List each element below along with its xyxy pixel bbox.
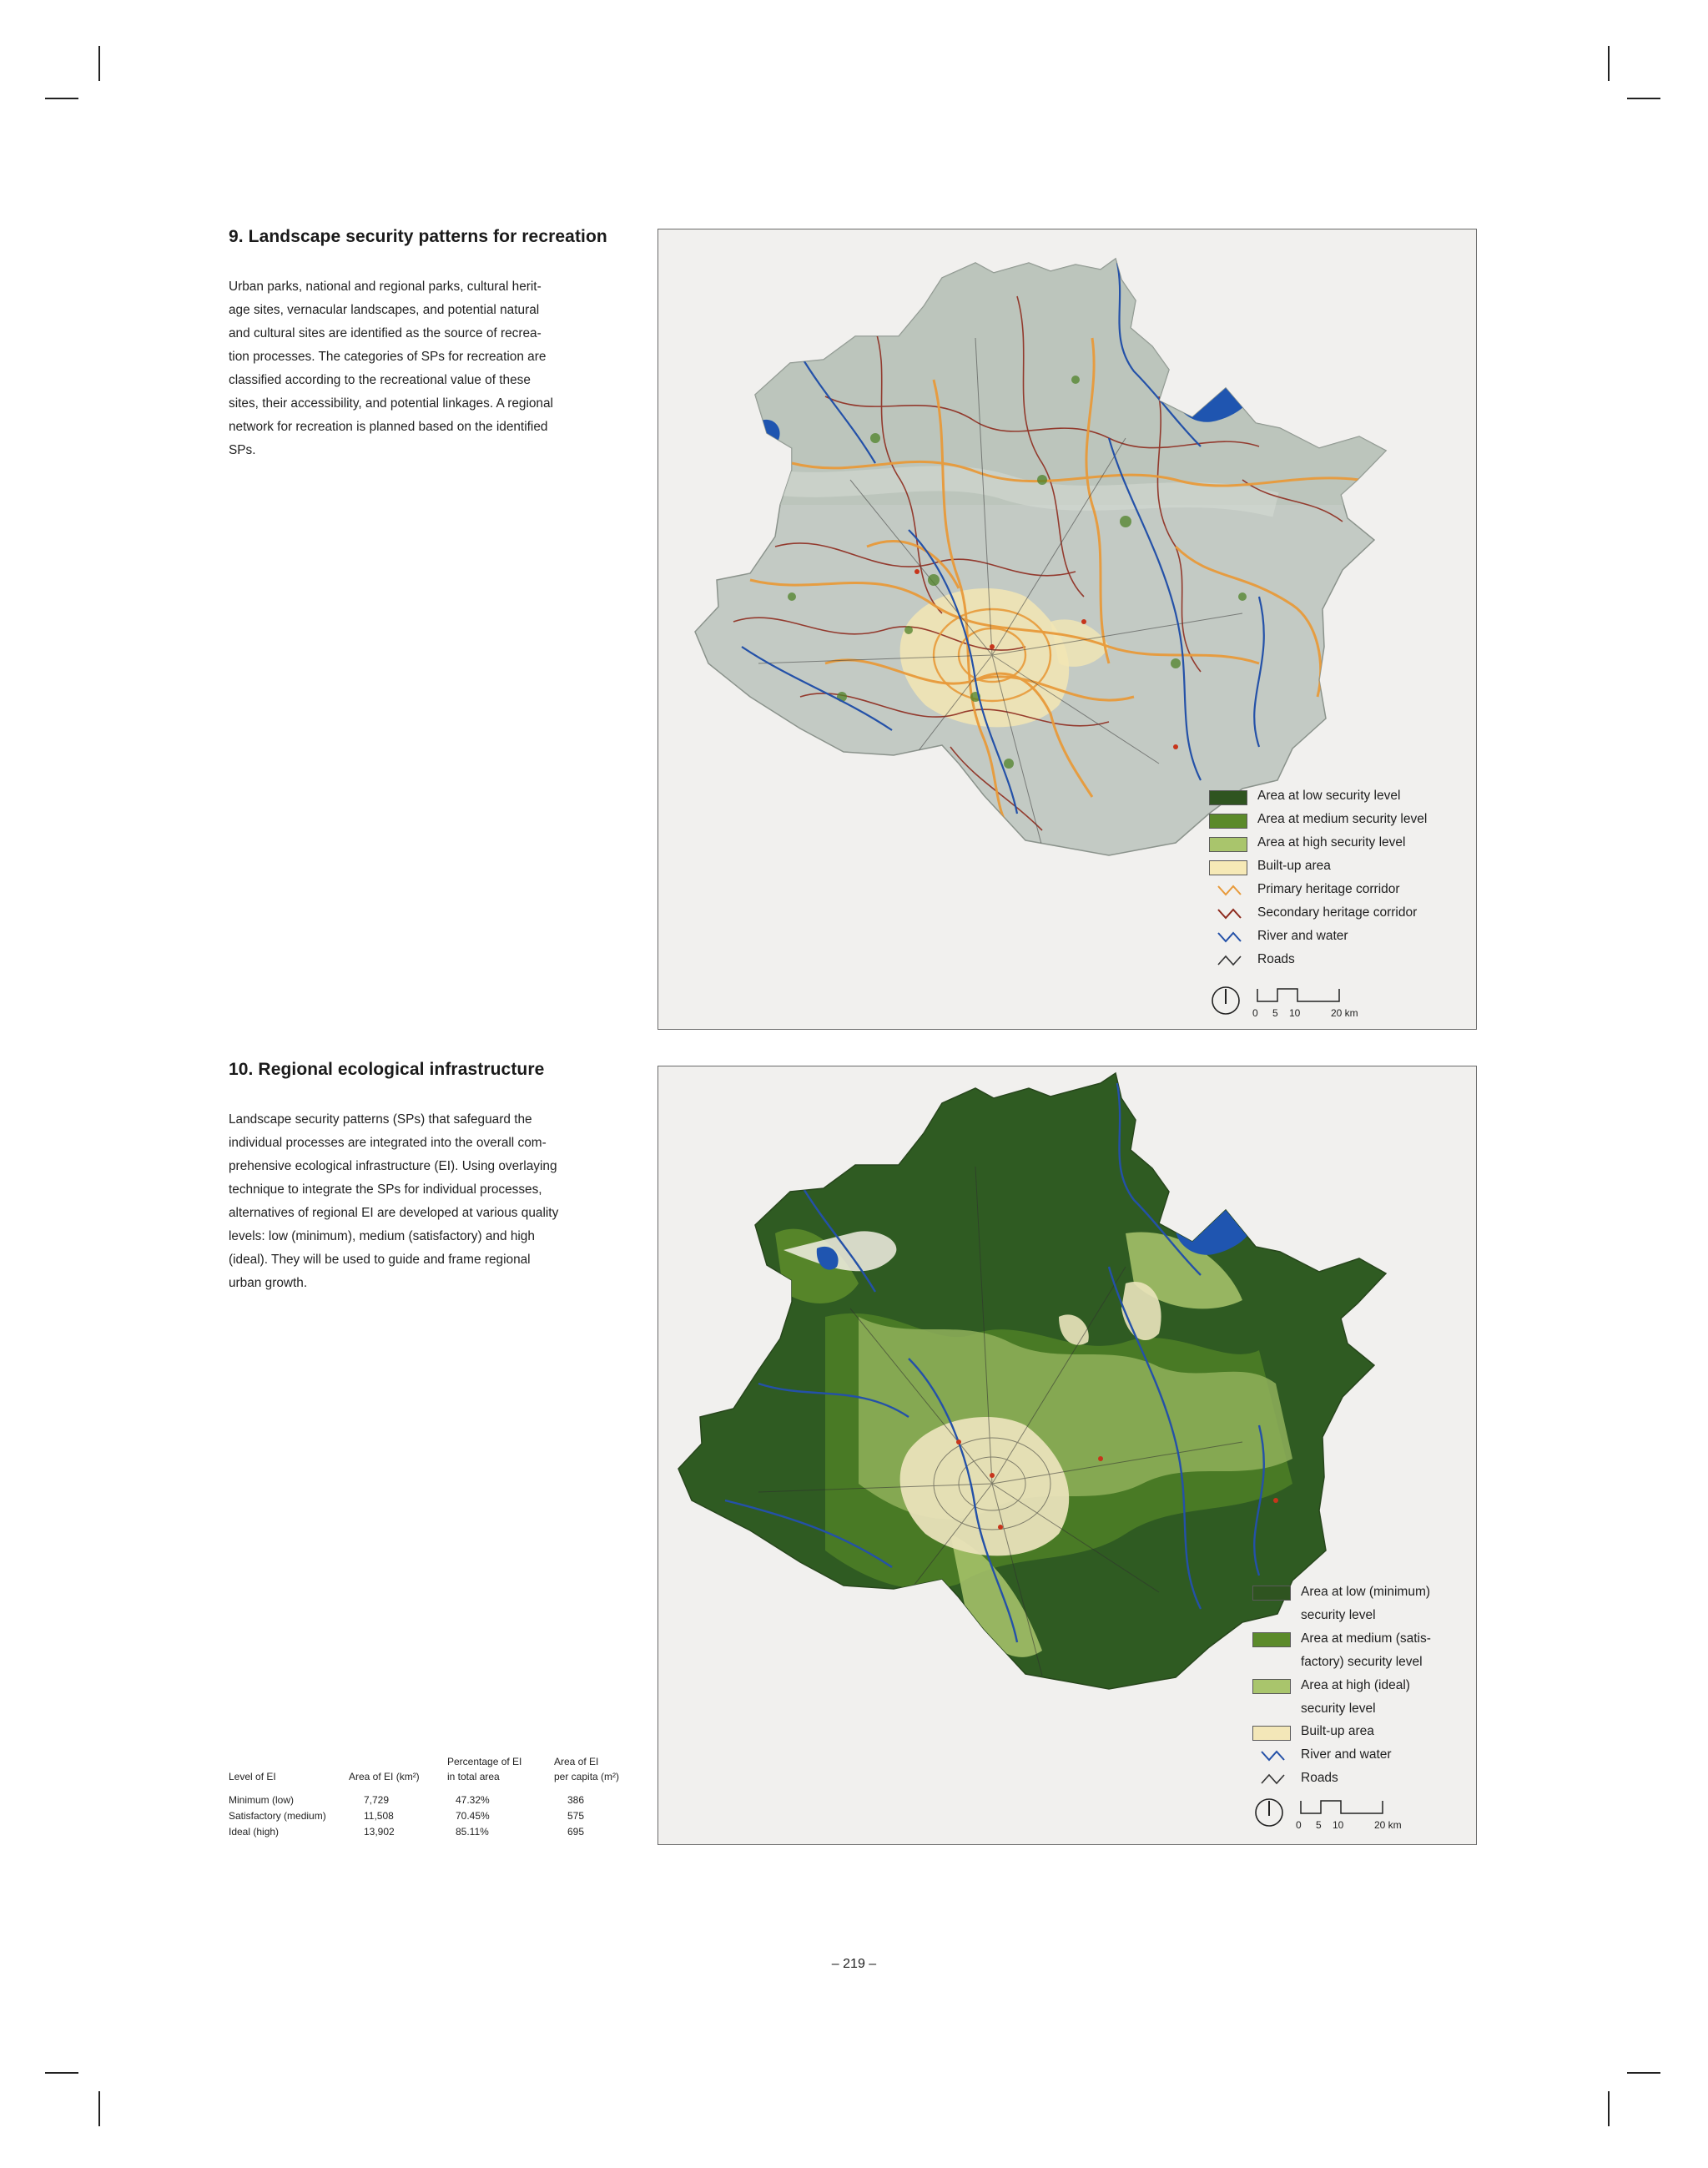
legend-label-line: security level [1301, 1608, 1376, 1622]
river-line-icon [1261, 1749, 1286, 1762]
crop-mark [45, 98, 78, 99]
legend-label: Roads [1301, 1771, 1338, 1785]
table-cell: 13,902 [364, 1826, 395, 1838]
legend-label-line: Area at high (ideal) [1301, 1678, 1410, 1692]
column-header-line: Percentage of EI [447, 1756, 522, 1767]
body-line: and cultural sites are identified as the source of recrea- [229, 326, 542, 340]
river-line-icon [1217, 930, 1242, 944]
legend-label: Area at high security level [1257, 835, 1406, 850]
legend-label: Area at medium security level [1257, 812, 1428, 826]
primary-corridor-line-icon [1217, 884, 1242, 897]
scale-bar-icon [1299, 1799, 1391, 1816]
table-cell: 70.45% [456, 1810, 490, 1822]
recreation-map [658, 229, 1477, 1030]
crop-mark [1608, 46, 1610, 81]
legend-swatch-medium [1252, 1632, 1291, 1647]
scale-tick: 10 [1333, 1819, 1344, 1831]
column-header-line: Area of EI (km²) [349, 1771, 420, 1782]
legend-label: Primary heritage corridor [1257, 882, 1400, 896]
column-header [349, 1754, 447, 1792]
legend-label-line: security level [1301, 1702, 1376, 1716]
body-line: SPs. [229, 443, 256, 457]
scale-tick: 20 km [1331, 1007, 1358, 1019]
table-cell: 47.32% [456, 1794, 490, 1806]
table-cell: 695 [567, 1826, 585, 1838]
legend-swatch-medium [1209, 814, 1247, 829]
table-row [229, 1792, 646, 1808]
body-line: Landscape security patterns (SPs) that safeguard the [229, 1112, 532, 1127]
scale-bar-icon [1256, 987, 1348, 1004]
crop-mark [1627, 2072, 1660, 2074]
body-line: network for recreation is planned based on the identified [229, 420, 548, 434]
legend-label-line: factory) security level [1301, 1655, 1423, 1669]
body-line: age sites, vernacular landscapes, and potential natural [229, 303, 540, 317]
scale-tick: 10 [1289, 1007, 1301, 1019]
body-line: prehensive ecological infrastructure (EI). Using overlaying [229, 1159, 557, 1173]
legend-swatch-low [1209, 790, 1247, 805]
table-cell: 7,729 [364, 1794, 390, 1806]
north-arrow-icon [1254, 1797, 1284, 1828]
column-header-line: Level of EI [229, 1771, 276, 1782]
legend-label [1301, 1627, 1431, 1674]
legend-label [1301, 1581, 1430, 1627]
column-header-line: Area of EI [554, 1756, 599, 1767]
body-line: individual processes are integrated into the overall com- [229, 1136, 547, 1150]
body-line: alternatives of regional EI are developed at various quality [229, 1206, 559, 1220]
legend-swatch-built-up [1209, 860, 1247, 875]
body-line: tion processes. The categories of SPs for recreation are [229, 350, 547, 364]
section-10-body [229, 1108, 629, 1295]
table-cell: Ideal (high) [229, 1826, 280, 1838]
legend-label: River and water [1301, 1747, 1392, 1762]
body-line: (ideal). They will be used to guide and frame regional [229, 1253, 531, 1267]
ecological-infrastructure-map [658, 1066, 1477, 1845]
ei-levels-table [229, 1754, 646, 1840]
legend-swatch-low [1252, 1586, 1291, 1601]
legend-swatch-built-up [1252, 1726, 1291, 1741]
legend-label: Area at low security level [1257, 789, 1401, 803]
column-header [554, 1754, 646, 1792]
ei-map-legend [1252, 1586, 1469, 1786]
column-header [447, 1754, 554, 1792]
table-cell: 575 [567, 1810, 585, 1822]
legend-swatch-high [1209, 837, 1247, 852]
legend-label-line: Area at medium (satis- [1301, 1631, 1431, 1646]
secondary-corridor-line-icon [1217, 907, 1242, 920]
table-cell: 11,508 [364, 1810, 394, 1822]
table-cell: 386 [567, 1794, 585, 1806]
column-header-line: per capita (m²) [554, 1771, 620, 1782]
scale-ticks [1296, 1819, 1404, 1833]
table-cell: 85.11% [456, 1826, 489, 1838]
scale-ticks [1252, 1007, 1361, 1021]
legend-label: Built-up area [1257, 859, 1331, 873]
legend-swatch-high [1252, 1679, 1291, 1694]
crop-mark [45, 2072, 78, 2074]
road-line-icon [1261, 1772, 1286, 1786]
table-row [229, 1824, 646, 1840]
legend-label: River and water [1257, 929, 1348, 943]
recreation-map-legend [1209, 789, 1459, 966]
section-10-title: 10. Regional ecological infrastructure [229, 1060, 545, 1079]
legend-label-line: Area at low (minimum) [1301, 1585, 1431, 1599]
road-line-icon [1217, 954, 1242, 967]
body-line: classified according to the recreational value of these [229, 373, 531, 387]
table-cell: Satisfactory (medium) [229, 1810, 326, 1822]
crop-mark [1627, 98, 1660, 99]
legend-label [1301, 1674, 1410, 1721]
body-line: levels: low (minimum), medium (satisfactory) and high [229, 1229, 535, 1243]
crop-mark [1608, 2091, 1610, 2126]
body-line: sites, their accessibility, and potential linkages. A regional [229, 396, 553, 411]
scale-tick: 0 [1252, 1007, 1258, 1019]
section-9-body [229, 275, 629, 462]
table-row [229, 1808, 646, 1824]
scale-tick: 20 km [1374, 1819, 1402, 1831]
table-cell: Minimum (low) [229, 1794, 294, 1806]
scale-tick: 5 [1316, 1819, 1322, 1831]
table-header-row [229, 1754, 646, 1792]
page-number: – 219 – [831, 1957, 877, 1971]
column-header [229, 1754, 349, 1792]
scale-tick: 5 [1272, 1007, 1278, 1019]
body-line: Urban parks, national and regional parks, cultural herit- [229, 280, 542, 294]
scale-tick: 0 [1296, 1819, 1302, 1831]
crop-mark [98, 2091, 100, 2126]
legend-label: Built-up area [1301, 1724, 1374, 1738]
body-line: technique to integrate the SPs for individual processes, [229, 1182, 542, 1197]
north-arrow-icon [1211, 986, 1241, 1016]
section-9-title: 9. Landscape security patterns for recreation [229, 227, 607, 246]
crop-mark [98, 46, 100, 81]
column-header-line: in total area [447, 1771, 500, 1782]
body-line: urban growth. [229, 1276, 308, 1290]
legend-label: Roads [1257, 952, 1295, 966]
legend-label: Secondary heritage corridor [1257, 905, 1418, 920]
